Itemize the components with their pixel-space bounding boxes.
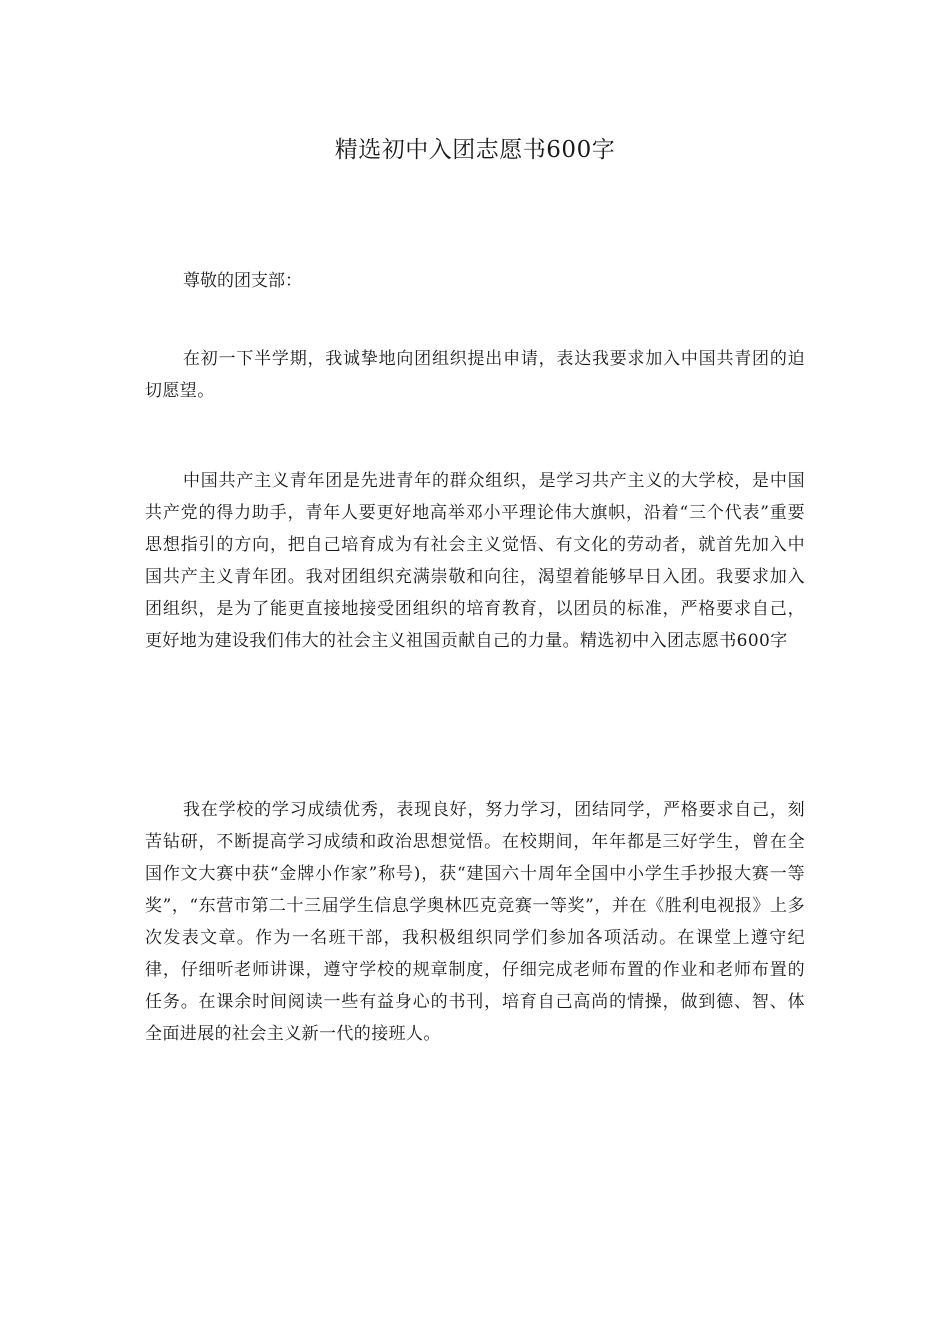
paragraph-personal-record: 我在学校的学习成绩优秀，表现良好，努力学习，团结同学，严格要求自己，刻苦钻研，不断提高学习成绩和政治思想觉悟。在校期间，年年都是三好学生，曾在全国作文大赛中获“金牌小作家”称号)，获“建国六十周年全国中小学生手抄报大赛一等奖”，“东营市第二十三届学生信息学奥林匹克竞赛一等奖”，并在《胜利电视报》上多次发表文章。作为一名班干部，我积极组织同学们参加各项活动。在课堂上遵守纪律，仔细听老师讲课，遵守学校的规章制度，仔细完成老师布置的作业和老师布置的任务。在课余时间阅读一些有益身心的书刊，培育自己高尚的情操，做到德、智、体全面进展的社会主义新一代的接班人。	[145, 800, 805, 1044]
document-title: 精选初中入团志愿书600字	[334, 137, 616, 163]
greeting-line: 尊敬的团支部：	[183, 271, 302, 291]
paragraph-intro: 在初一下半学期，我诚挚地向团组织提出申请，表达我要求加入中国共青团的迫切愿望。	[145, 349, 805, 401]
paragraph-league-purpose: 中国共产主义青年团是先进青年的群众组织，是学习共产主义的大学校，是中国共产党的得力助手，青年人要更好地高举邓小平理论伟大旗帜，沿着“三个代表”重要思想指引的方向，把自己培育成为有社会主义觉悟、有文化的劳动者，就首先加入中国共产主义青年团。我对团组织充满崇敬和向往，渴望着能够早日入团。我要求加入团组织，是为了能更直接地接受团组织的培育教育，以团员的标准，严格要求自己，更好地为建设我们伟大的社会主义祖国贡献自己的力量。精选初中入团志愿书600字	[145, 471, 805, 651]
